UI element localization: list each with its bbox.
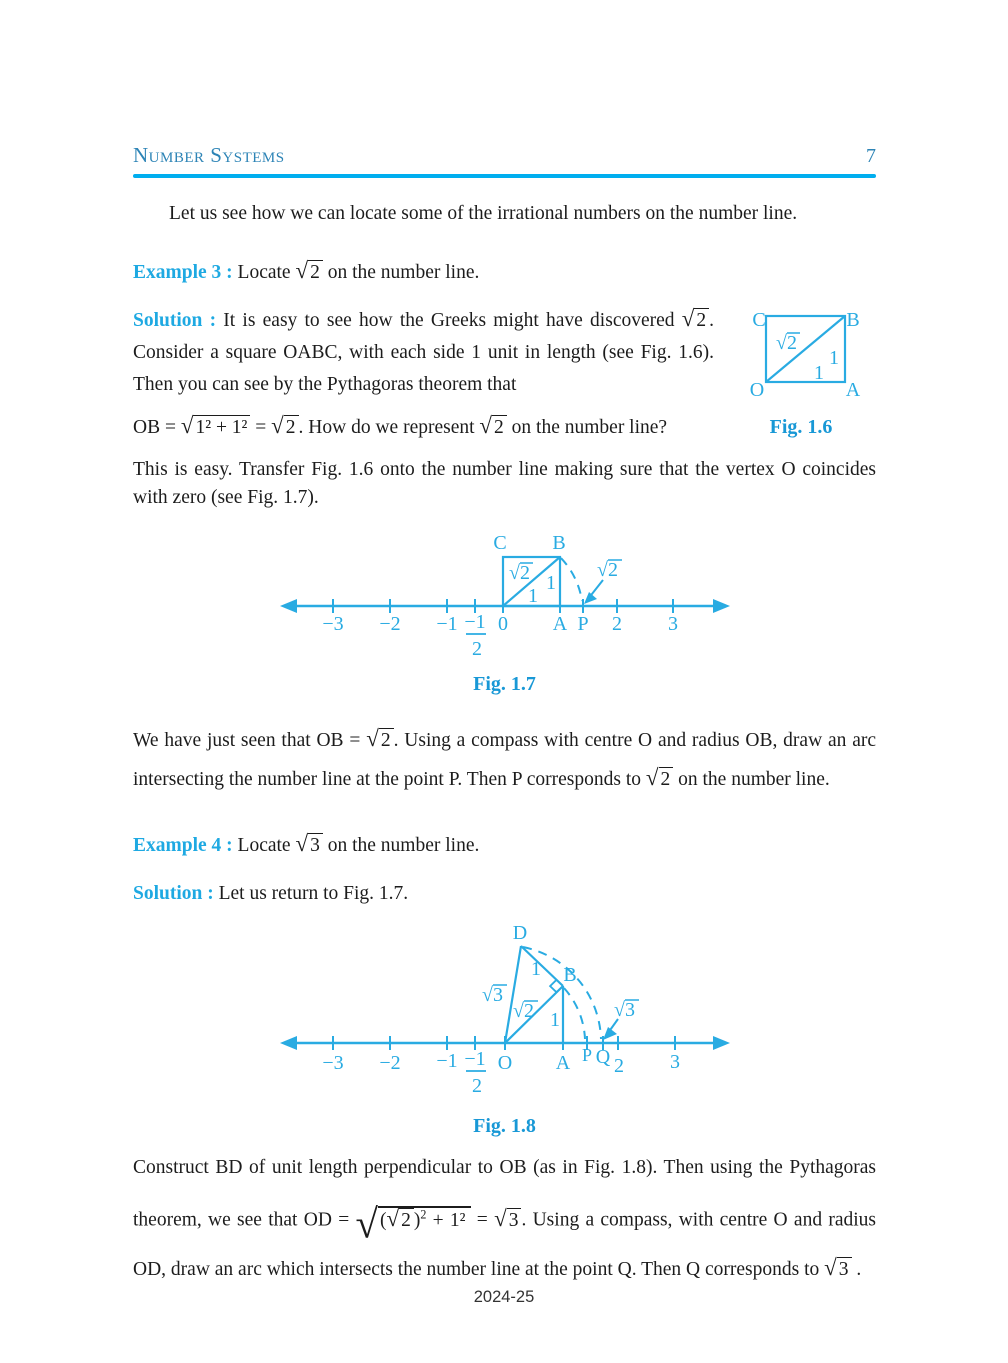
sqrt3-radical: √ 3: [824, 1259, 851, 1280]
example3-label: Example 3 :: [133, 262, 233, 283]
radical-sign: √: [271, 412, 284, 438]
radical-sign: √: [494, 1204, 507, 1231]
tick-label-2: 2: [611, 613, 622, 635]
radical-sign: √: [355, 1200, 378, 1246]
compass-arc-dashed: [561, 558, 582, 601]
solution3-label: Solution :: [133, 310, 217, 331]
example4-pre: Locate: [237, 835, 291, 856]
intro-paragraph: Let us see how we can locate some of the irrational numbers on the number line.: [169, 203, 798, 224]
pointer-arrowhead: [603, 1027, 617, 1040]
solution4-label: Solution :: [133, 883, 214, 904]
nested-radical: √ (√ 2 )$^2$ + 1²: [355, 1210, 470, 1231]
tick-label-Q: Q: [595, 1046, 610, 1068]
tick-label-minus1: −1: [435, 613, 458, 635]
tick-label-A: A: [555, 1052, 570, 1074]
tick-label-3: 3: [667, 613, 678, 635]
ob-t1: OB =: [133, 417, 176, 438]
label-one-bottom: 1: [814, 362, 824, 384]
right-arrowhead: [713, 1036, 730, 1050]
label-sqrt2-outer: √2: [596, 559, 618, 581]
frac-denominator: 2: [471, 1075, 482, 1097]
radical-sign: √: [386, 1204, 400, 1231]
radical-sign: √: [645, 764, 659, 790]
label-sqrt2-ob: √2: [512, 1000, 534, 1022]
figure-1-7: [133, 531, 876, 696]
ob-t3: . How do we represent: [298, 417, 475, 438]
sqrt2-radical: √ 2: [366, 730, 393, 751]
frac-denominator: 2: [471, 638, 482, 660]
footer-session-year: 2024-25: [473, 1288, 535, 1306]
label-sqrt3-od: √3: [481, 984, 503, 1006]
right-arrowhead: [713, 599, 730, 613]
label-one-ba: 1: [549, 1009, 560, 1031]
label-one-right: 1: [545, 572, 556, 594]
right-angle-mark: [550, 980, 557, 993]
ob-t4: on the number line?: [511, 417, 668, 438]
figure-1-8: [133, 923, 876, 1138]
tick-label-minus3: −3: [321, 1052, 344, 1074]
tick-label-0: 0: [497, 613, 508, 635]
sqrt2-radical: √ 2: [271, 417, 298, 438]
label-one-db: 1: [530, 958, 541, 980]
wehave-t1: We have just seen that OB =: [133, 730, 361, 751]
sqrt2-radical: √ 2: [682, 310, 709, 331]
wehave-t2: . Using a compass with centre O and radius OB, draw an arc intersecting the number line at the point P. Then P corresponds to: [133, 730, 877, 790]
example3-post: on the number line.: [327, 262, 480, 283]
fig16-svg: [726, 304, 876, 404]
example3-line: [133, 255, 876, 288]
example3-pre: Locate: [237, 262, 291, 283]
label-C: C: [492, 532, 507, 554]
page-header: [133, 143, 876, 168]
label-one-bottom: 1: [527, 585, 538, 607]
label-one-right: 1: [829, 347, 839, 369]
sqrt2-radical: √ 2: [479, 417, 506, 438]
fig17-svg: [270, 531, 740, 661]
tick-label-O: O: [497, 1052, 512, 1074]
sqrt2-radical: √ 2: [295, 262, 322, 283]
construct-t4: .: [856, 1258, 862, 1280]
tick-label-minus3: −3: [321, 613, 344, 635]
sqrt2-radical: √ 2: [646, 769, 673, 790]
fig18-caption: Fig. 1.8: [473, 1115, 536, 1137]
fig16-caption: Fig. 1.6: [769, 416, 833, 438]
tick-label-A: A: [552, 613, 567, 635]
construct-t3: . Using a compass, with centre O and radius OD, draw an arc which intersects the number line at the point Q. Then Q corresponds to: [133, 1209, 877, 1280]
sqrt3-radical: √ 3: [494, 1210, 521, 1231]
construct-eq: =: [476, 1209, 488, 1231]
label-sqrt2: √2: [776, 332, 797, 354]
label-B: B: [551, 532, 566, 554]
construct-t1: Construct BD of unit length perpendicular to OB (as in Fig. 1.8). Then using the Pythagoras theorem, we see that OD =: [133, 1157, 876, 1231]
left-arrowhead: [280, 1036, 297, 1050]
page-number: 7: [866, 145, 876, 167]
radical-sign: √: [295, 257, 309, 283]
fig18-svg: [270, 923, 740, 1103]
solution3-section: [133, 302, 876, 444]
header-rule: [133, 174, 876, 178]
tick-label-minus1: −1: [435, 1050, 458, 1072]
label-sqrt2-inner: √2: [508, 562, 530, 584]
left-arrowhead: [280, 599, 297, 613]
chapter-title: Number Systems: [133, 143, 285, 167]
label-O: O: [749, 379, 765, 401]
label-A: A: [845, 379, 861, 401]
tick-label-P: P: [576, 613, 589, 635]
solution3-t2: . Consider a square OABC, with each side 1 unit in length (see Fig. 1.6). Then you can see by the Pythagoras theorem that: [133, 310, 714, 395]
sqrt-sum-radical: √ 1² + 1²: [181, 417, 251, 438]
construct-paragraph: [133, 1144, 876, 1293]
tick-label-3: 3: [669, 1051, 680, 1073]
arc-sqrt2-dashed: [564, 988, 585, 1039]
sqrt3-radical: √ 3: [295, 835, 322, 856]
label-sqrt3-outer: √3: [613, 999, 635, 1021]
inner-sqrt2-radical: √ 2: [386, 1210, 413, 1231]
example4-label: Example 4 :: [133, 835, 233, 856]
radical-sign: √: [681, 305, 695, 331]
transfer-paragraph: This is easy. Transfer Fig. 1.6 onto the number line making sure that the vertex O coincides with zero (see Fig. 1.7).: [133, 459, 876, 508]
radical-sign: √: [180, 412, 194, 438]
tick-label-minus2: −2: [378, 613, 401, 635]
figure-1-6: [726, 304, 876, 439]
wehave-t3: on the number line.: [678, 769, 830, 790]
frac-numerator: −1: [463, 1048, 486, 1070]
frac-numerator: −1: [463, 611, 486, 633]
radical-sign: √: [479, 412, 493, 438]
tick-label-P: P: [581, 1045, 592, 1065]
example4-line: [133, 828, 876, 861]
radical-sign: √: [295, 830, 309, 856]
label-B: B: [562, 964, 577, 986]
label-C: C: [752, 309, 766, 331]
label-B: B: [846, 309, 860, 331]
radical-sign: √: [824, 1253, 837, 1280]
ob-eq: =: [255, 417, 267, 438]
example4-post: on the number line.: [327, 835, 480, 856]
pointer-arrowhead: [584, 592, 597, 604]
solution4-line: [133, 879, 876, 909]
solution3-t1: It is easy to see how the Greeks might have discovered: [223, 310, 675, 331]
tick-label-minus2: −2: [378, 1052, 401, 1074]
label-D: D: [512, 923, 527, 944]
wehave-paragraph: [133, 720, 876, 798]
tick-label-2: 2: [613, 1055, 624, 1077]
fig17-caption: Fig. 1.7: [473, 673, 536, 695]
solution4-text: Let us return to Fig. 1.7.: [218, 883, 409, 904]
radical-sign: √: [366, 725, 379, 751]
